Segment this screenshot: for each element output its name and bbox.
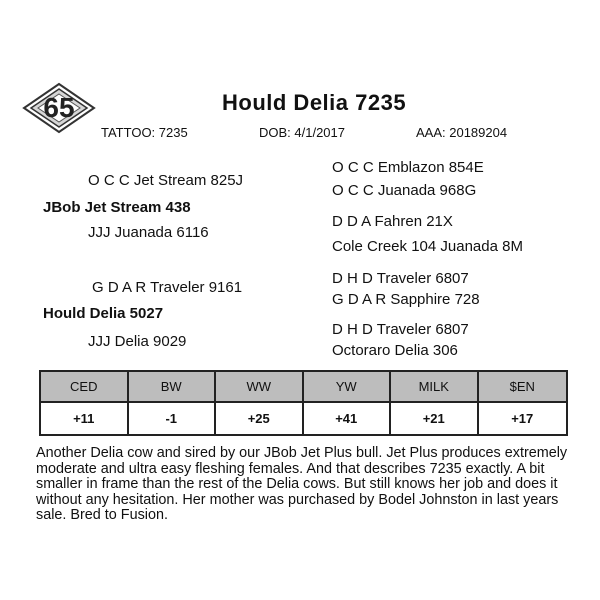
epd-value-milk: +21 bbox=[391, 403, 479, 434]
pedigree-ggp-6: G D A R Sapphire 728 bbox=[332, 291, 480, 308]
pedigree-sire: JBob Jet Stream 438 bbox=[43, 199, 191, 216]
pedigree-ggp-7: D H D Traveler 6807 bbox=[332, 321, 469, 338]
animal-name-title: Hould Delia 7235 bbox=[222, 90, 407, 115]
epd-value-ced: +11 bbox=[41, 403, 129, 434]
pedigree-dam: Hould Delia 5027 bbox=[43, 305, 164, 322]
epd-header-ww: WW bbox=[216, 372, 304, 403]
dob-text: DOB: 4/1/2017 bbox=[259, 125, 345, 140]
tattoo-text: TATTOO: 7235 bbox=[101, 125, 188, 140]
pedigree-dam-sire: G D A R Traveler 9161 bbox=[92, 279, 243, 296]
pedigree-dam-dam: JJJ Delia 9029 bbox=[88, 333, 187, 350]
lot-number: 65 bbox=[43, 92, 75, 123]
epd-value-bw: -1 bbox=[129, 403, 217, 434]
pedigree-ggp-8: Octoraro Delia 306 bbox=[332, 342, 458, 359]
epd-value-en: +17 bbox=[511, 411, 534, 426]
epd-value-yw: +41 bbox=[304, 403, 392, 434]
epd-header-yw: YW bbox=[304, 372, 392, 403]
epd-header-ced: CED bbox=[41, 372, 129, 403]
lot-number-badge bbox=[22, 82, 96, 134]
pedigree-ggp-2: O C C Juanada 968G bbox=[332, 182, 477, 199]
aaa-number-text: AAA: 20189204 bbox=[416, 125, 508, 140]
epd-header-en: $EN bbox=[479, 372, 567, 403]
epd-header-milk: MILK bbox=[391, 372, 479, 403]
pedigree-ggp-4: Cole Creek 104 Juanada 8M bbox=[332, 238, 523, 255]
pedigree-sire-dam: JJJ Juanada 6116 bbox=[88, 224, 209, 241]
epd-table bbox=[39, 370, 568, 436]
lot-description: Another Delia cow and sired by our JBob Jet Plus bull. Jet Plus produces extremely moderate and ultra easy fleshing females. And that describes 7235 exactly. A bit smaller in frame than the rest of the Delia cows. But still knows her job and does it without any hesitation. Her mother was purchased by Bodel Johnston in last years sale. Bred to Fusion. bbox=[36, 445, 568, 524]
pedigree-ggp-3: D D A Fahren 21X bbox=[332, 213, 453, 230]
epd-header-bw: BW bbox=[129, 372, 217, 403]
pedigree-ggp-1: O C C Emblazon 854E bbox=[332, 159, 484, 176]
epd-value-ww: +25 bbox=[216, 403, 304, 434]
pedigree-ggp-5: D H D Traveler 6807 bbox=[332, 270, 469, 287]
pedigree-sire-sire: O C C Jet Stream 825J bbox=[88, 172, 244, 189]
